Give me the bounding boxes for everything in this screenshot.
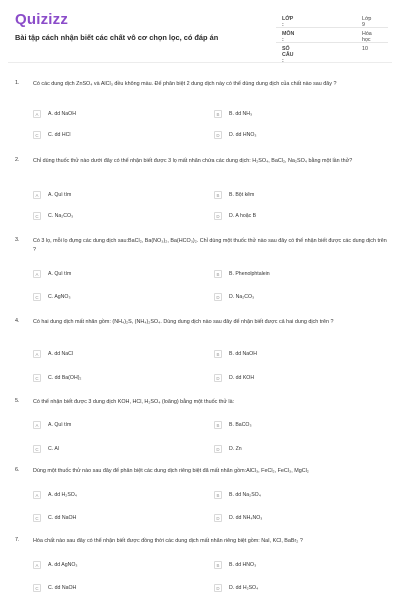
answer-option-c[interactable] <box>33 513 76 523</box>
answer-option-b[interactable] <box>214 190 254 200</box>
option-letter-box: C <box>33 445 41 453</box>
option-letter-box: B <box>214 350 222 358</box>
option-text: D. Na₂CO₃ <box>229 294 255 300</box>
option-letter-box: D <box>214 293 222 301</box>
option-text: D. dd NH₄NO₃ <box>229 515 263 521</box>
option-text: B. Bột kẽm <box>229 192 255 198</box>
option-letter-box: C <box>33 584 41 592</box>
meta-grade-label: LỚP : <box>282 16 294 28</box>
option-letter-box: D <box>214 584 222 592</box>
answer-option-a[interactable] <box>33 490 77 500</box>
option-letter-box: B <box>214 491 222 499</box>
option-text: A. dd H₂SO₄ <box>48 492 77 498</box>
option-text: A. Quì tím <box>48 192 72 198</box>
option-letter-box: A <box>33 191 41 199</box>
option-text: C. AgNO₃ <box>48 294 71 300</box>
answer-option-b[interactable] <box>214 490 261 500</box>
option-letter-box: C <box>33 212 41 220</box>
option-text: B. dd HNO₃ <box>229 562 257 568</box>
option-text: C. dd NaOH <box>48 585 77 591</box>
meta-count-label: SỐ CÂU : <box>282 46 294 64</box>
answer-option-d[interactable] <box>214 444 242 454</box>
option-letter-box: C <box>33 374 41 382</box>
answer-option-c[interactable] <box>33 292 71 302</box>
meta-count-value: 10 <box>362 46 368 52</box>
meta-divider <box>276 27 388 28</box>
option-text: A. dd NaCl <box>48 351 74 357</box>
option-letter-box: C <box>33 131 41 139</box>
question-number: 7. <box>15 537 20 543</box>
question-number: 2. <box>15 157 20 163</box>
option-text: A. dd AgNO₃ <box>48 562 78 568</box>
worksheet-header <box>0 0 400 62</box>
answer-option-b[interactable] <box>214 109 252 119</box>
option-letter-box: D <box>214 514 222 522</box>
option-letter-box: D <box>214 212 222 220</box>
question-number: 3. <box>15 237 20 243</box>
answer-option-a[interactable] <box>33 560 78 570</box>
option-text: B. dd NH₃ <box>229 111 253 117</box>
option-text: D. dd H₂SO₄ <box>229 585 259 591</box>
option-text: D. A hoặc B <box>229 213 257 219</box>
option-text: B. BaCO₃ <box>229 422 252 428</box>
answer-option-d[interactable] <box>214 130 256 140</box>
answer-option-d[interactable] <box>214 373 254 383</box>
question-text: Có hai dung dịch mất nhãn gồm: (NH₄)₂S, (NH₄)₂SO₄. Dùng dung dịch nào sau đây để nhận biết được cả hai dung dịch trên ? <box>33 319 334 325</box>
meta-divider <box>276 42 388 43</box>
answer-option-b[interactable] <box>214 349 257 359</box>
question-number: 6. <box>15 467 20 473</box>
option-letter-box: B <box>214 110 222 118</box>
meta-subject-value: Hóa học <box>362 31 372 43</box>
option-letter-box: A <box>33 421 41 429</box>
question-text: Chỉ dùng thuốc thử nào dưới đây có thể nhận biết được 3 lọ mất nhãn chứa các dung dịch: H₂SO₄, BaCl₂, Na₂SO₄ bằng một lần thử? <box>33 158 353 164</box>
answer-option-c[interactable] <box>33 583 76 593</box>
option-text: A. Quì tím <box>48 422 72 428</box>
question-text: Hóa chất nào sau đây có thể nhận biết được đồng thời các dung dịch mất nhãn riêng biệt gồm: NaI, KCl, BaBr₂ ? <box>33 538 303 544</box>
option-letter-box: B <box>214 270 222 278</box>
option-text: A. Quì tím <box>48 271 72 277</box>
answer-option-b[interactable] <box>214 269 270 279</box>
answer-option-d[interactable] <box>214 583 258 593</box>
option-text: D. dd KOH <box>229 375 255 381</box>
answer-option-a[interactable] <box>33 109 76 119</box>
option-letter-box: D <box>214 131 222 139</box>
answer-option-c[interactable] <box>33 211 73 221</box>
question-text: Dùng một thuốc thử nào sau đây để phân biệt các dung dịch riêng biệt đã mất nhãn gồm:AlCl₃, FeCl₂, FeCl₃, MgCl₂ <box>33 468 309 474</box>
worksheet-title: Bài tập cách nhận biết các chất vô cơ chọn lọc, có đáp án <box>15 33 219 42</box>
answer-option-a[interactable] <box>33 349 73 359</box>
option-text: C. Na₂CO₃ <box>48 213 74 219</box>
option-text: D. dd HNO₃ <box>229 132 257 138</box>
option-letter-box: A <box>33 110 41 118</box>
option-letter-box: A <box>33 491 41 499</box>
answer-option-c[interactable] <box>33 373 81 383</box>
answer-option-a[interactable] <box>33 420 71 430</box>
option-letter-box: A <box>33 561 41 569</box>
question-number: 4. <box>15 318 20 324</box>
header-divider <box>8 62 392 63</box>
question-text: Có các dung dịch ZnSO₄ và AlCl₃ đều không màu. Để phân biệt 2 dung dịch này có thể dùng dung dịch của chất nào sau đây ? <box>33 81 337 87</box>
option-letter-box: B <box>214 561 222 569</box>
question-number: 5. <box>15 398 20 404</box>
option-letter-box: B <box>214 421 222 429</box>
question-number: 1. <box>15 80 20 86</box>
option-letter-box: D <box>214 374 222 382</box>
option-text: D. Zn <box>229 446 242 452</box>
option-text: C. dd HCl <box>48 132 71 138</box>
question-text: Có 3 lọ, mỗi lọ đựng các dung dịch sau:BaCl₂, Ba(NO₃)₂, Ba(HCO₃)₂. Chỉ dùng một thuốc thử nào sau đây có thể nhận biết được các dung dịch trên ? <box>33 238 387 253</box>
answer-option-d[interactable] <box>214 211 256 221</box>
option-letter-box: D <box>214 445 222 453</box>
meta-grade-value: Lớp 9 <box>362 16 372 28</box>
quizizz-logo: Quizizz <box>15 11 69 28</box>
answer-option-b[interactable] <box>214 420 252 430</box>
option-text: B. dd Na₂SO₄ <box>229 492 261 498</box>
option-letter-box: C <box>33 514 41 522</box>
answer-option-b[interactable] <box>214 560 256 570</box>
option-text: B. Phenolphtalein <box>229 271 270 277</box>
option-letter-box: A <box>33 350 41 358</box>
answer-option-a[interactable] <box>33 269 71 279</box>
answer-option-c[interactable] <box>33 444 59 454</box>
option-text: C. dd NaOH <box>48 515 77 521</box>
meta-subject-label: MÔN : <box>282 31 295 43</box>
question-text: Có thể nhận biết được 3 dung dịch KOH, HCl, H₂SO₄ (loãng) bằng một thuốc thử là: <box>33 399 235 405</box>
option-text: A. dd NaOH <box>48 111 76 117</box>
option-letter-box: B <box>214 191 222 199</box>
option-text: C. Al <box>48 446 59 452</box>
answer-option-d[interactable] <box>214 513 262 523</box>
answer-option-c[interactable] <box>33 130 71 140</box>
option-letter-box: A <box>33 270 41 278</box>
answer-option-a[interactable] <box>33 190 71 200</box>
option-text: C. dd Ba(OH)₂ <box>48 375 82 381</box>
option-letter-box: C <box>33 293 41 301</box>
option-text: B. dd NaOH <box>229 351 257 357</box>
answer-option-d[interactable] <box>214 292 254 302</box>
